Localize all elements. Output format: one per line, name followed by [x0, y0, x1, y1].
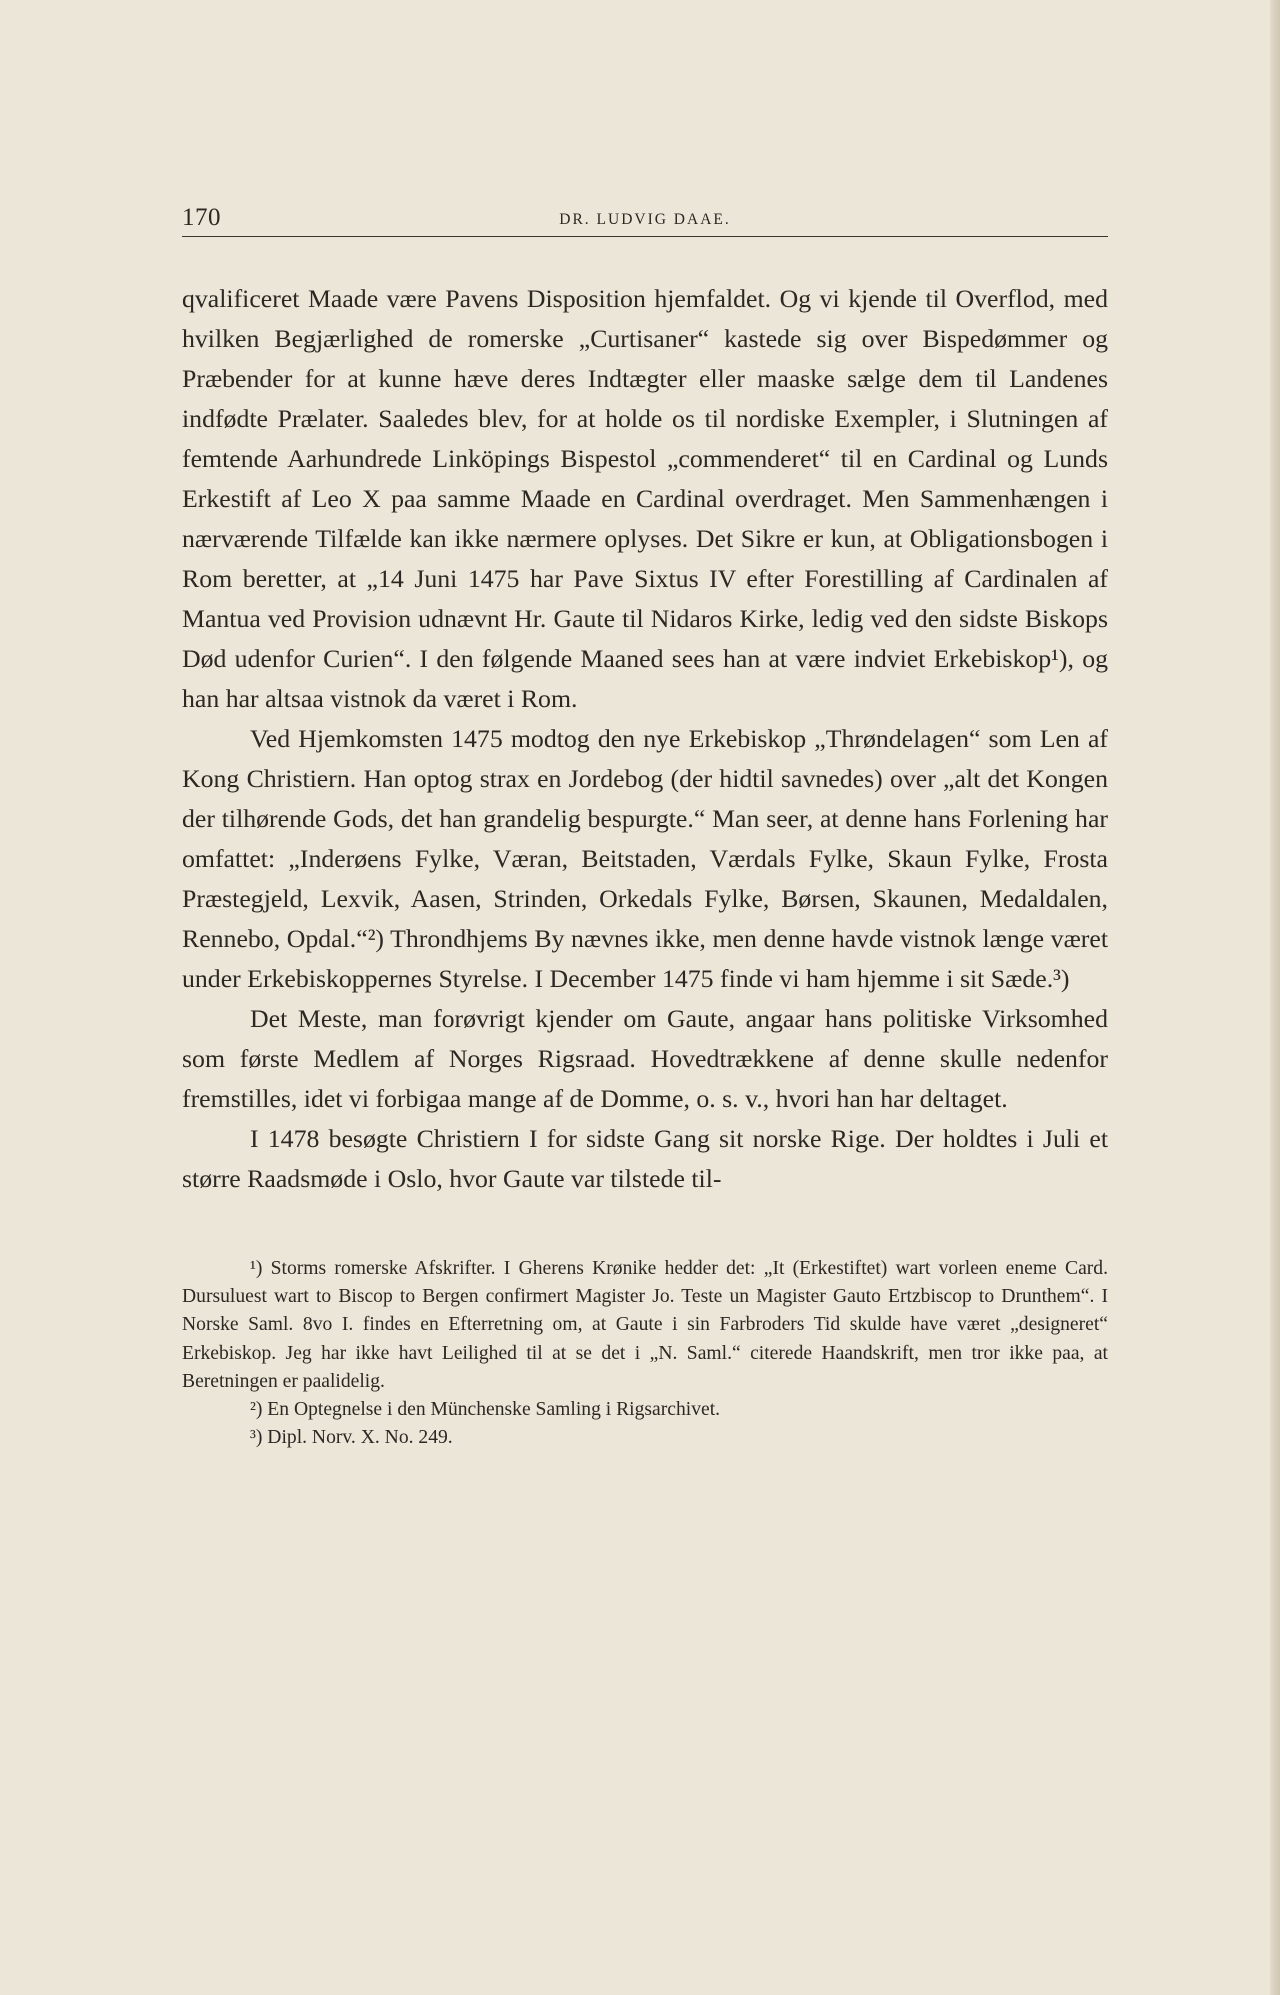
footnote-1: ¹) Storms romerske Afskrifter. I Gherens Krønike hedder det: „It (Erkestiftet) wart vorleen eneme Card. Dursuluest wart to Biscop to Bergen confirmert Magister Jo. Teste un Magister Gauto Ertzbiscop to Drunthem“. I Norske Saml. 8vo I. findes en Efterretning om, at Gaute i sin Farbroders Tid skulde have været „designeret“ Erkebiskop. Jeg har ikke havt Leilighed til at se det i „N. Saml.“ citerede Haandskrift, men tror ikke paa, at Beretningen er paalidelig. [182, 1258, 1108, 1392]
footnote-3: ³) Dipl. Norv. X. No. 249. [250, 1427, 453, 1449]
running-header [182, 190, 1108, 237]
footnote-2: ²) En Optegnelse i den Münchenske Samling i Rigsarchivet. [250, 1399, 721, 1421]
paragraph: Ved Hjemkomsten 1475 modtog den nye Erkebiskop „Thrøndelagen“ som Len af Kong Christiern. Han optog strax en Jordebog (der hidtil savnedes) over „alt det Kongen der tilhørende Gods, det han grandelig bespurgte.“ Man seer, at denne hans Forlening har omfattet: „Inderøens Fylke, Væran, Beitstaden, Værdals Fylke, Skaun Fylke, Frosta Præstegjeld, Lexvik, Aasen, Strinden, Orkedals Fylke, Børsen, Skaunen, Medaldalen, Rennebo, Opdal.“²) Throndhjems By nævnes ikke, men denne havde vistnok længe været under Erkebiskoppernes Styrelse. I December 1475 finde vi ham hjemme i sit Sæde.³) [182, 724, 1108, 993]
paragraph: qvalificeret Maade være Pavens Disposition hjemfaldet. Og vi kjende til Overflod, med hvilken Begjærlighed de romerske „Curtisaner“ kastede sig over Bispedømmer og Præbender for at kunne hæve deres Indtægter eller maaske sælge dem til Landenes indfødte Prælater. Saaledes blev, for at holde os til nordiske Exempler, i Slutningen af femtende Aarhundrede Linköpings Bispestol „commenderet“ til en Cardinal og Lunds Erkestift af Leo X paa samme Maade en Cardinal overdraget. Men Sammenhængen i nærværende Tilfælde kan ikke nærmere oplyses. Det Sikre er kun, at Obligationsbogen i Rom beretter, at „14 Juni 1475 har Pave Sixtus IV efter Forestilling af Cardinalen af Mantua ved Provision udnævnt Hr. Gaute til Nidaros Kirke, ledig ved den sidste Biskops Død udenfor Curien“. I den følgende Maaned sees han at være indviet Erkebiskop¹), og han har altsaa vistnok da været i Rom. [182, 284, 1108, 713]
paragraph: I 1478 besøgte Christiern I for sidste Gang sit norske Rige. Der holdtes i Juli et større Raadsmøde i Oslo, hvor Gaute var tilstede til- [182, 1124, 1108, 1193]
footnotes [182, 1255, 1108, 1452]
body-text [182, 279, 1108, 1199]
page-number: 170 [182, 204, 221, 231]
page-edge-shadow [1270, 0, 1280, 1995]
book-page [182, 190, 1108, 1452]
paragraph: Det Meste, man forøvrigt kjender om Gaute, angaar hans politiske Virksomhed som første Medlem af Norges Rigsraad. Hovedtrækkene af denne skulle nedenfor fremstilles, idet vi forbigaa mange af de Domme, o. s. v., hvori han har deltaget. [182, 1004, 1108, 1113]
running-title: DR. LUDVIG DAAE. [559, 211, 731, 228]
